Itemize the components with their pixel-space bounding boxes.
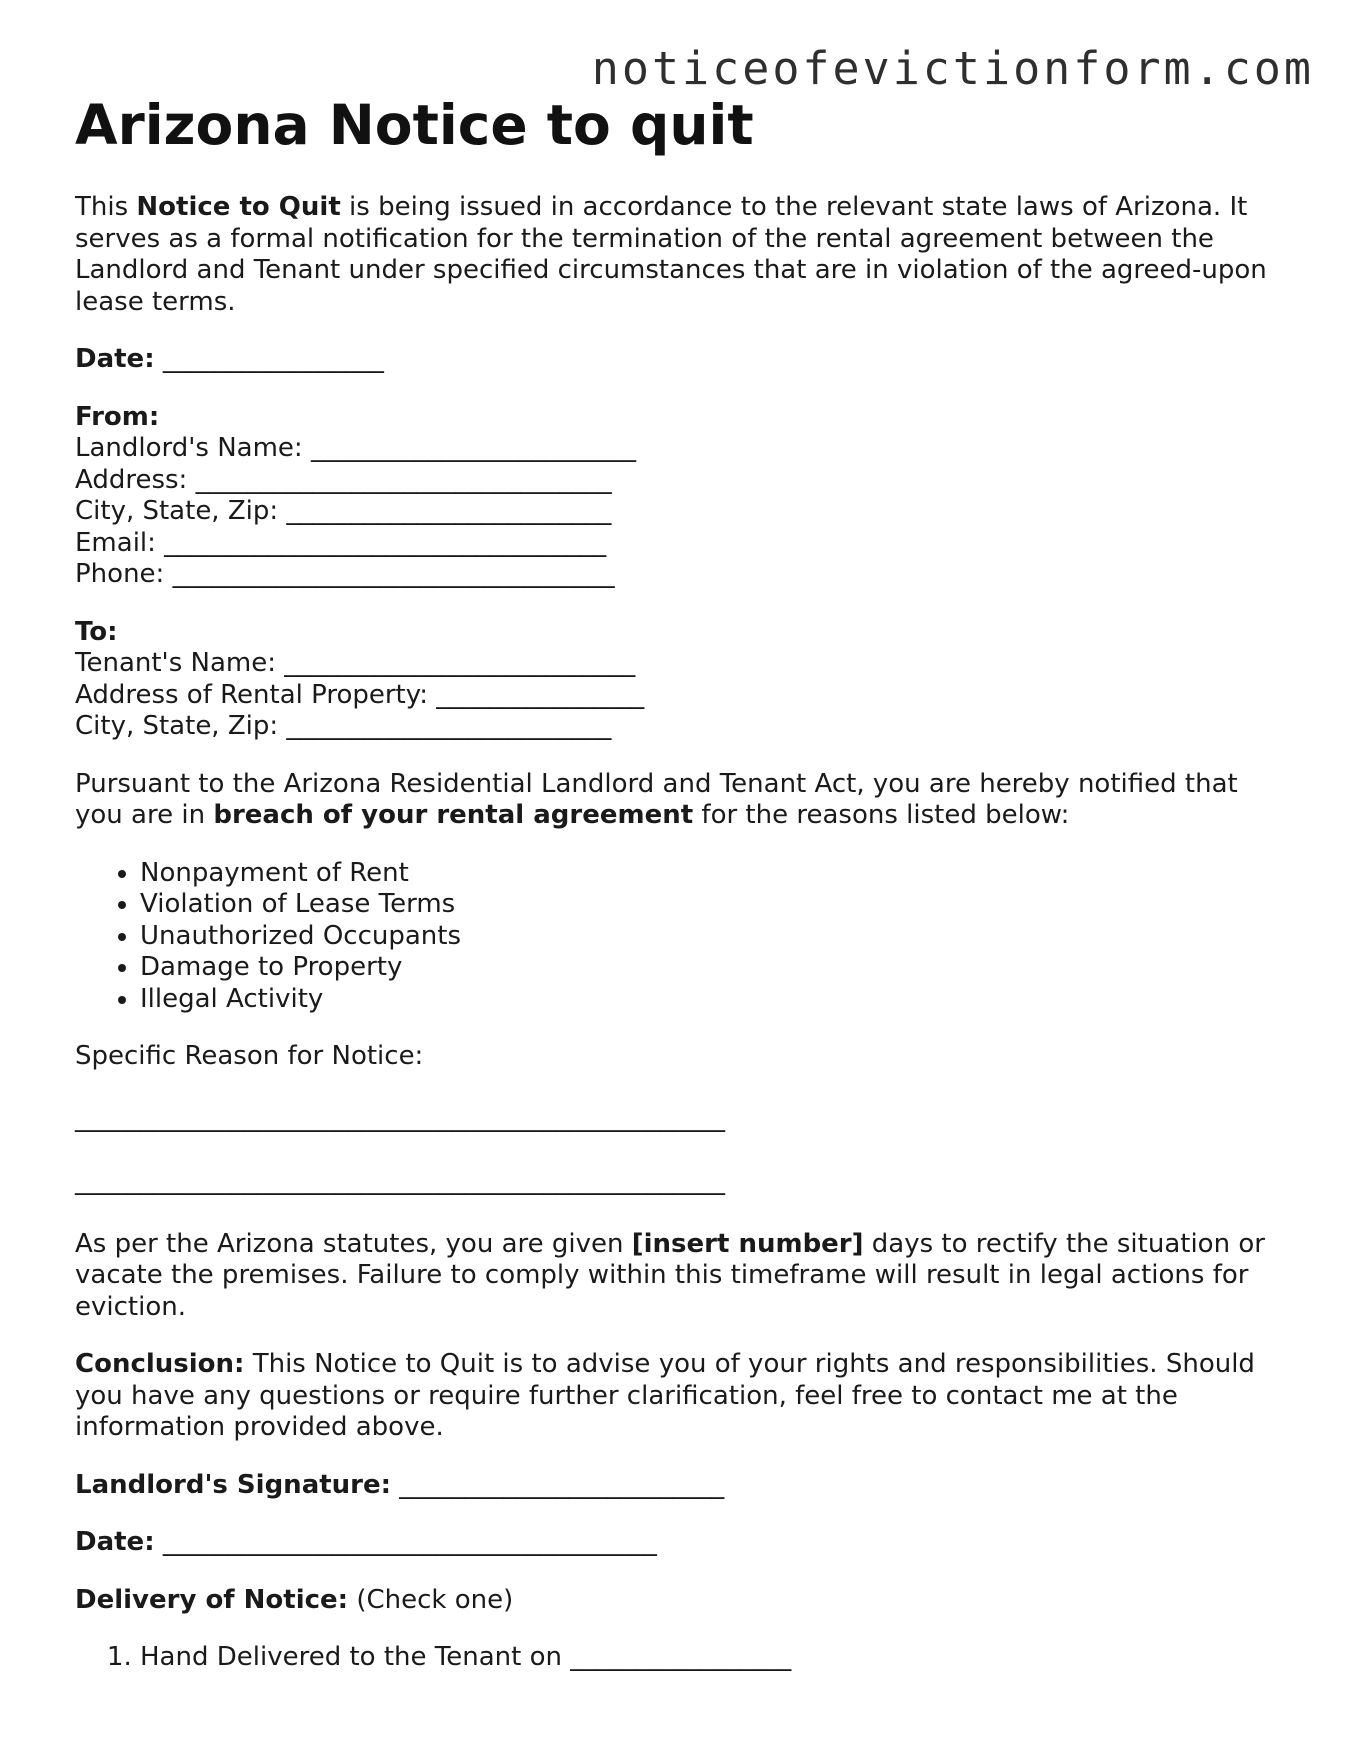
landlord-phone-field[interactable]: Phone: __________________________________	[75, 559, 615, 589]
specific-reason-label: Specific Reason for Notice:	[75, 1041, 424, 1071]
from-heading: From:	[75, 401, 160, 432]
signature-blank[interactable]: _________________________	[399, 1469, 725, 1500]
specific-reason-line-1[interactable]: __________________________________________________	[75, 1102, 725, 1133]
landlord-email-field[interactable]: Email: __________________________________	[75, 527, 607, 558]
conclusion-paragraph: Conclusion: This Notice to Quit is to advise you of your rights and responsibilities. Should you have any questions or require further clarification, feel free to contact me at the information provided above.	[75, 1349, 1255, 1442]
list-item: • Unauthorized Occupants	[140, 921, 1275, 953]
tenant-city-field[interactable]: City, State, Zip: _________________________	[75, 711, 612, 741]
list-item: • Damage to Property	[140, 952, 1275, 984]
tenant-name-field[interactable]: Tenant's Name: ___________________________	[75, 648, 636, 678]
intro-paragraph: This Notice to Quit is being issued in accordance to the relevant state laws of Arizona. It serves as a formal notification for the termination of the rental agreement between the Landlord and Tenant under specified circumstances that are in violation of the agreed-upon lease terms.	[75, 192, 1267, 317]
date-field: Date: _________________	[75, 344, 384, 374]
landlord-address-field[interactable]: Address: ________________________________	[75, 464, 612, 495]
delivery-options-list	[75, 1642, 1275, 1674]
landlord-name-field[interactable]: Landlord's Name: _________________________	[75, 433, 636, 463]
to-section	[75, 617, 1275, 743]
list-item: • Violation of Lease Terms	[140, 889, 1275, 921]
to-heading: To:	[75, 616, 118, 647]
website-watermark: noticeofevictionform.com	[591, 42, 1314, 95]
pursuant-paragraph: Pursuant to the Arizona Residential Landlord and Tenant Act, you are hereby notified that you are in breach of your rental agreement for the reasons listed below:	[75, 768, 1238, 830]
page-title: Arizona Notice to quit	[75, 93, 754, 157]
notice-document	[75, 92, 1275, 1674]
delivery-option-hand[interactable]: 1. Hand Delivered to the Tenant on _________________	[140, 1642, 1275, 1674]
statute-paragraph: As per the Arizona statutes, you are given [insert number] days to rectify the situation or vacate the premises. Failure to comply within this timeframe will result in legal actions for eviction.	[75, 1228, 1265, 1322]
landlord-city-field[interactable]: City, State, Zip: _________________________	[75, 496, 612, 526]
date-blank[interactable]: _________________	[162, 344, 384, 374]
date-bottom-blank[interactable]: ______________________________________	[162, 1527, 657, 1557]
signature-field: Landlord's Signature: _________________________	[75, 1469, 725, 1500]
specific-reason-line-2[interactable]: __________________________________________________	[75, 1165, 725, 1196]
reasons-list	[75, 858, 1275, 1016]
rental-address-field[interactable]: Address of Rental Property: ________________	[75, 679, 645, 710]
date-bottom-field: Date: ______________________________________	[75, 1527, 657, 1557]
list-item: • Illegal Activity	[140, 984, 1275, 1016]
from-section	[75, 402, 1275, 591]
list-item: • Nonpayment of Rent	[140, 858, 1275, 890]
delivery-heading: Delivery of Notice: (Check one)	[75, 1584, 514, 1615]
specific-reason-blanks	[75, 1103, 1275, 1229]
